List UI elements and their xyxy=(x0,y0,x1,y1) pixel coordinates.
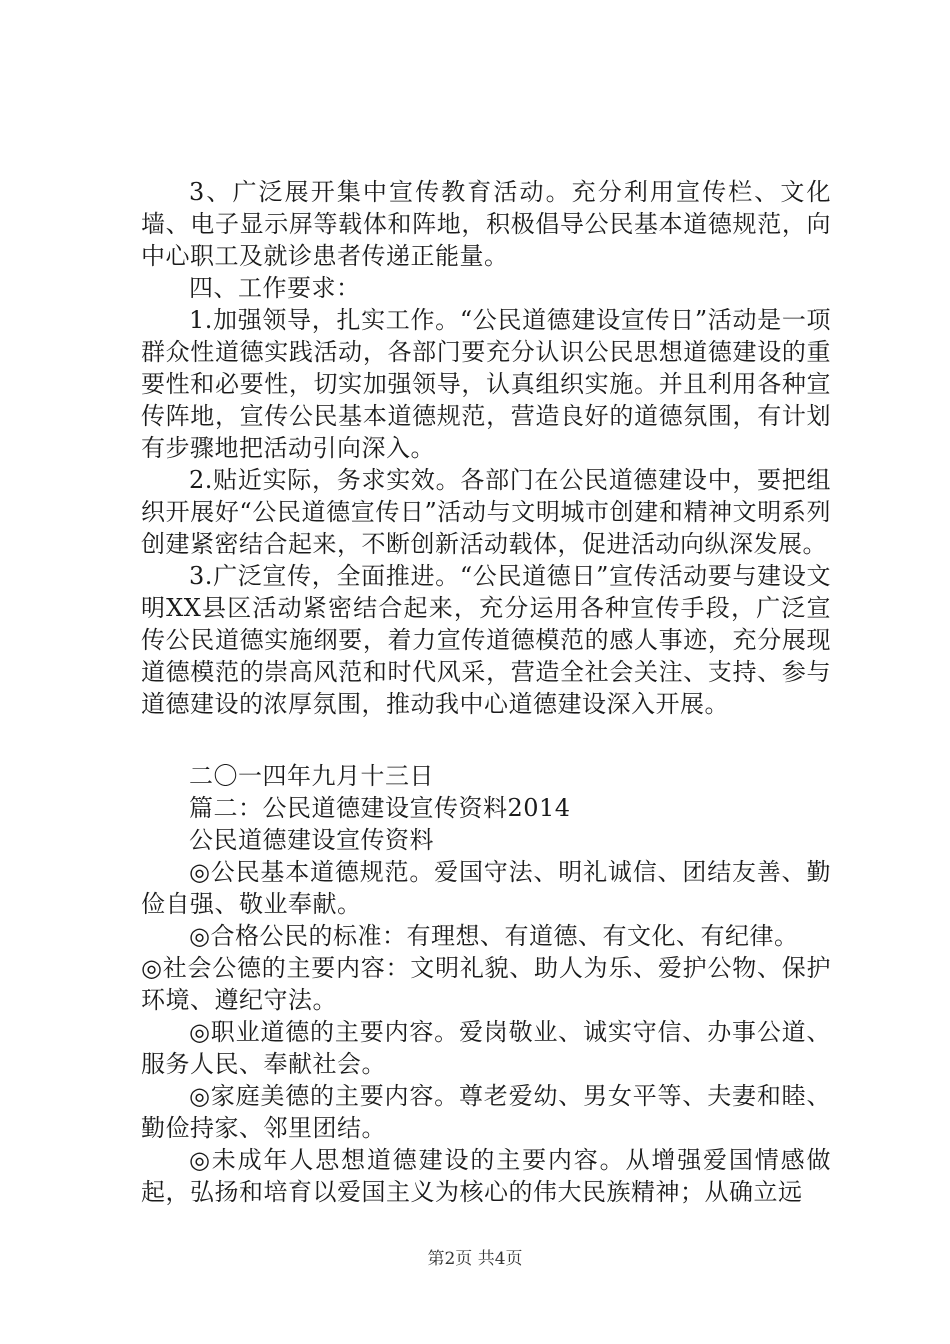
paragraph: 篇二：公民道德建设宣传资料2014 xyxy=(189,794,571,822)
document-body xyxy=(141,176,831,1208)
paragraph: 3.广泛宣传，全面推进。“公民道德日”宣传活动要与建设文明XX县区活动紧密结合起来，充分运用各种宣传手段，广泛宣传公民道德实施纲要，着力宣传道德模范的感人事迹，充分展现道德模范的崇高风范和时代风采，营造全社会关注、支持、参与道德建设的浓厚氛围，推动我中心道德建设深入开展。 xyxy=(141,562,831,718)
paragraph: 2.贴近实际，务求实效。各部门在公民道德建设中，要把组织开展好“公民道德宣传日”活动与文明城市创建和精神文明系列创建紧密结合起来，不断创新活动载体，促进活动向纵深发展。 xyxy=(141,466,831,558)
paragraph: ◎职业道德的主要内容。爱岗敬业、诚实守信、办事公道、服务人民、奉献社会。 xyxy=(141,1018,831,1078)
paragraph: 二〇一四年九月十三日 xyxy=(189,762,434,790)
page-footer: 第2页 共4页 xyxy=(427,1249,523,1269)
paragraph: ◎未成年人思想道德建设的主要内容。从增强爱国情感做起，弘扬和培育以爱国主义为核心的伟大民族精神；从确立远 xyxy=(141,1146,831,1206)
paragraph: 3、广泛展开集中宣传教育活动。充分利用宣传栏、文化墙、电子显示屏等载体和阵地，积极倡导公民基本道德规范，向中心职工及就诊患者传递正能量。 xyxy=(141,178,831,270)
paragraph: 公民道德建设宣传资料 xyxy=(189,826,434,854)
paragraph: 四、工作要求： xyxy=(189,274,361,302)
paragraph: ◎合格公民的标准：有理想、有道德、有文化、有纪律。 xyxy=(189,922,799,950)
paragraph: 1.加强领导，扎实工作。“公民道德建设宣传日”活动是一项群众性道德实践活动，各部门要充分认识公民思想道德建设的重要性和必要性，切实加强领导，认真组织实施。并且利用各种宣传阵地，宣传公民基本道德规范，营造良好的道德氛围，有计划有步骤地把活动引向深入。 xyxy=(141,306,831,462)
paragraph: ◎社会公德的主要内容：文明礼貌、助人为乐、爱护公物、保护环境、遵纪守法。 xyxy=(141,954,831,1014)
paragraph: ◎公民基本道德规范。爱国守法、明礼诚信、团结友善、勤俭自强、敬业奉献。 xyxy=(141,858,831,918)
paragraph: ◎家庭美德的主要内容。尊老爱幼、男女平等、夫妻和睦、勤俭持家、邻里团结。 xyxy=(141,1082,831,1142)
